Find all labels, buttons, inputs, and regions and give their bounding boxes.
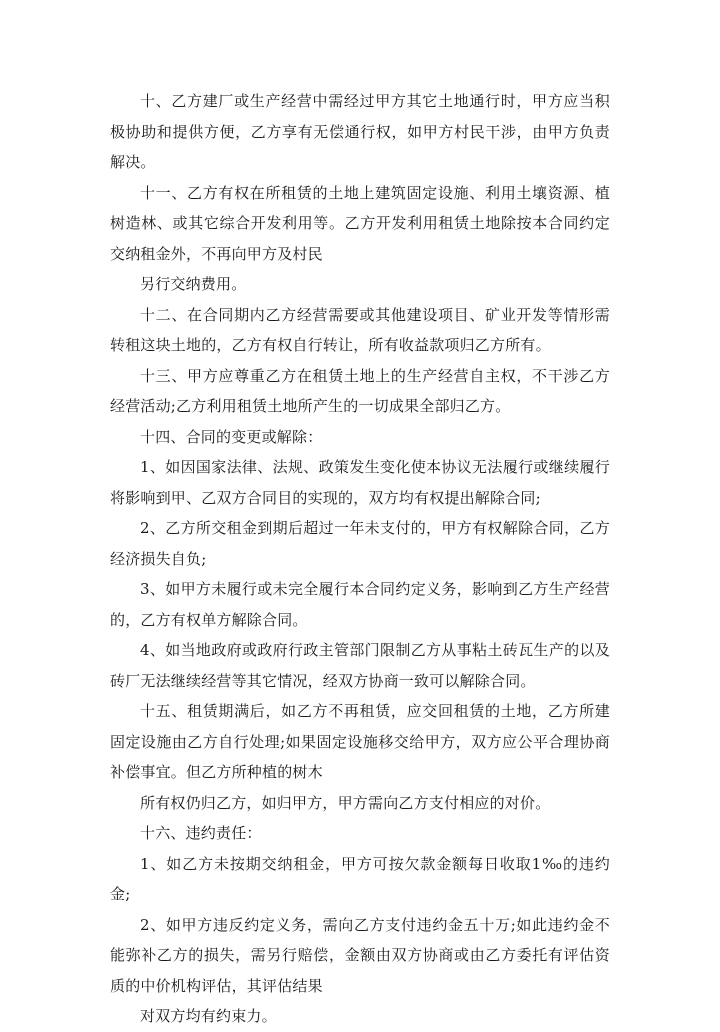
clause-14-item-2: 2、乙方所交租金到期后超过一年未支付的，甲方有权解除合同，乙方经济损失自负; <box>110 519 610 568</box>
clause-14-item-4: 4、如当地政府或政府行政主管部门限制乙方从事粘土砖瓦生产的以及砖厂无法继续经营等其它情况，经双方协商一致可以解除合同。 <box>110 641 610 690</box>
clause-11-continuation: 另行交纳费用。 <box>140 275 247 293</box>
clause-11: 十一、乙方有权在所租赁的土地上建筑固定设施、利用土壤资源、植树造林、或其它综合开发利用等。乙方开发利用租赁土地除按本合同约定交纳租金外，不再向甲方及村民 <box>110 183 610 263</box>
clause-13: 十三、甲方应尊重乙方在租赁土地上的生产经营自主权，不干涉乙方经营活动;乙方利用租赁土地所产生的一切成果全部归乙方。 <box>110 366 610 415</box>
clause-12: 十二、在合同期内乙方经营需要或其他建设项目、矿业开发等情形需转租这块土地的，乙方有权自行转让，所有收益款项归乙方所有。 <box>110 305 610 354</box>
clause-10: 十、乙方建厂或生产经营中需经过甲方其它土地通行时，甲方应当积极协助和提供方便，乙方享有无偿通行权，如甲方村民干涉，由甲方负责解决。 <box>110 92 610 171</box>
clause-16-item-1: 1、如乙方未按期交纳租金，甲方可按欠款金额每日收取1‰的违约金; <box>110 854 610 903</box>
clause-15: 十五、租赁期满后，如乙方不再租赁，应交回租赁的土地，乙方所建固定设施由乙方自行处理;如果固定设施移交给甲方，双方应公平合理协商补偿事宜。但乙方所种植的树木 <box>110 702 610 781</box>
clause-14-heading: 十四、合同的变更或解除： <box>140 427 323 446</box>
clause-16-heading: 十六、违约责任： <box>140 824 262 842</box>
clause-14-item-1: 1、如因国家法律、法规、政策发生变化使本协议无法履行或继续履行将影响到甲、乙双方合同目的实现的，双方均有权提出解除合同; <box>110 458 610 507</box>
clause-15-continuation: 所有权仍归乙方，如归甲方，甲方需向乙方支付相应的对价。 <box>140 793 551 812</box>
document-body <box>110 86 610 1032</box>
clause-16-continuation: 对双方均有约束力。 <box>140 1007 277 1025</box>
clause-14-item-3: 3、如甲方未履行或未完全履行本合同约定义务，影响到乙方生产经营的，乙方有权单方解除合同。 <box>110 580 610 629</box>
clause-16-item-2: 2、如甲方违反约定义务，需向乙方支付违约金五十万;如此违约金不能弥补乙方的损失，需另行赔偿，金额由双方协商或由乙方委托有评估资质的中价机构评估，其评估结果 <box>110 915 610 995</box>
